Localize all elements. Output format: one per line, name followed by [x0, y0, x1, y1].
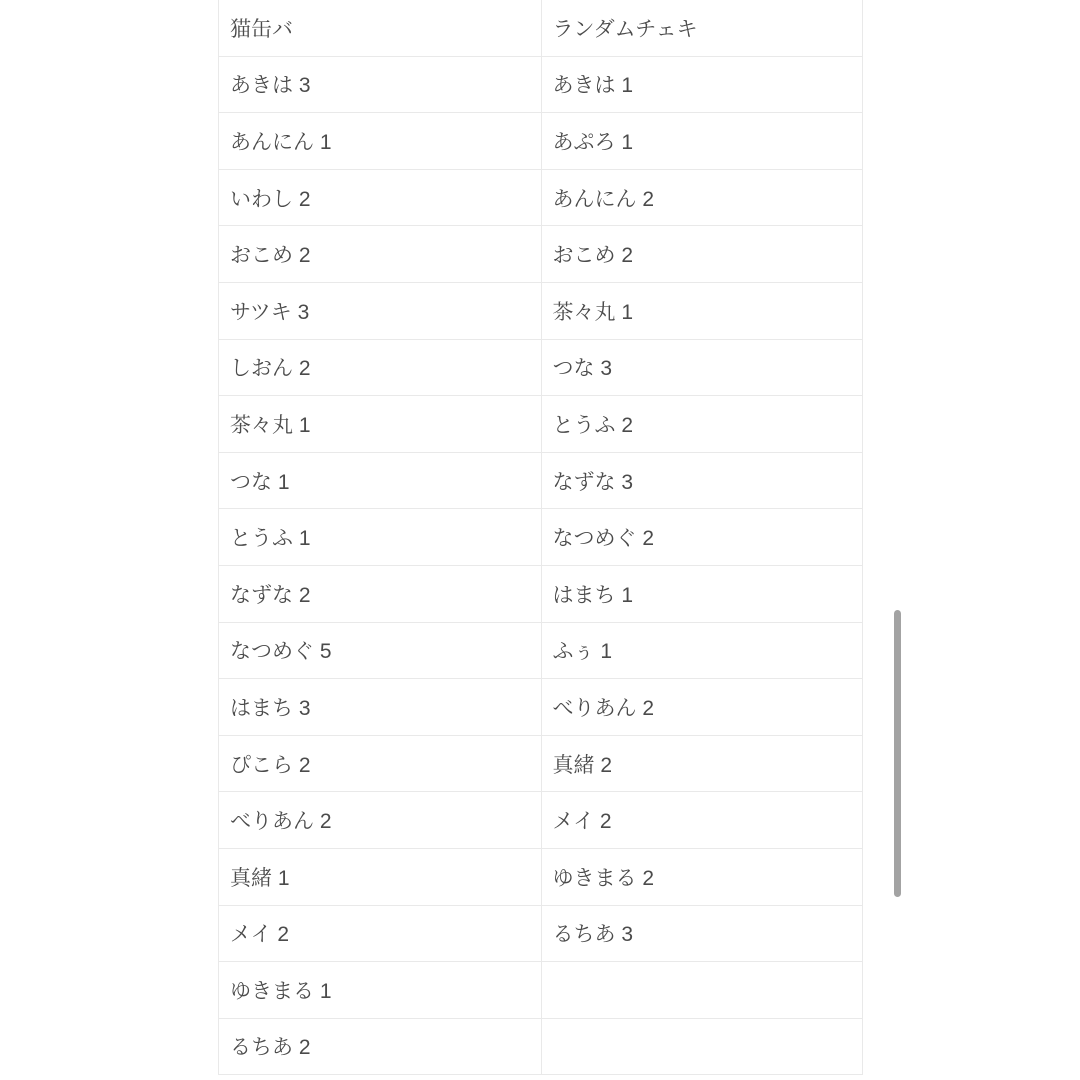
cell-random-cheki: あんにん 2: [541, 170, 864, 226]
cell-random-cheki: ふぅ 1: [541, 623, 864, 679]
cell-nekokan: 真緒 1: [218, 849, 541, 905]
cell-random-cheki: [541, 962, 864, 1018]
column-header-random-cheki: ランダムチェキ: [541, 0, 864, 56]
cell-nekokan: しおん 2: [218, 340, 541, 396]
cell-random-cheki: [541, 1019, 864, 1075]
cell-random-cheki: つな 3: [541, 340, 864, 396]
table-row: [218, 962, 863, 1019]
cell-random-cheki: ゆきまる 2: [541, 849, 864, 905]
cell-random-cheki: とうふ 2: [541, 396, 864, 452]
table-row: [218, 1019, 863, 1076]
cell-nekokan: おこめ 2: [218, 226, 541, 282]
cell-random-cheki: おこめ 2: [541, 226, 864, 282]
cell-nekokan: 茶々丸 1: [218, 396, 541, 452]
table-row: [218, 849, 863, 906]
table-row: [218, 679, 863, 736]
cell-random-cheki: 茶々丸 1: [541, 283, 864, 339]
table-row: [218, 396, 863, 453]
table-row: [218, 623, 863, 680]
cell-random-cheki: メイ 2: [541, 792, 864, 848]
cell-nekokan: あんにん 1: [218, 113, 541, 169]
cell-random-cheki: あきは 1: [541, 57, 864, 113]
table-row: [218, 340, 863, 397]
data-table: [218, 0, 863, 1075]
cell-random-cheki: べりあん 2: [541, 679, 864, 735]
cell-nekokan: るちあ 2: [218, 1019, 541, 1075]
cell-random-cheki: はまち 1: [541, 566, 864, 622]
table-row: [218, 509, 863, 566]
table-row: [218, 906, 863, 963]
cell-nekokan: なずな 2: [218, 566, 541, 622]
cell-nekokan: サツキ 3: [218, 283, 541, 339]
cell-random-cheki: るちあ 3: [541, 906, 864, 962]
table-body: [218, 57, 863, 1076]
cell-nekokan: とうふ 1: [218, 509, 541, 565]
cell-nekokan: つな 1: [218, 453, 541, 509]
cell-nekokan: はまち 3: [218, 679, 541, 735]
cell-random-cheki: なつめぐ 2: [541, 509, 864, 565]
table-row: [218, 226, 863, 283]
table-row: [218, 453, 863, 510]
table-header-row: [218, 0, 863, 57]
table-row: [218, 792, 863, 849]
cell-nekokan: なつめぐ 5: [218, 623, 541, 679]
cell-nekokan: あきは 3: [218, 57, 541, 113]
cell-nekokan: べりあん 2: [218, 792, 541, 848]
vertical-scrollbar-thumb[interactable]: [894, 610, 901, 897]
table-row: [218, 57, 863, 114]
table-row: [218, 283, 863, 340]
cell-random-cheki: あぷろ 1: [541, 113, 864, 169]
cell-nekokan: メイ 2: [218, 906, 541, 962]
table-row: [218, 566, 863, 623]
table-row: [218, 170, 863, 227]
cell-nekokan: ぴこら 2: [218, 736, 541, 792]
column-header-nekokan: 猫缶バ: [218, 0, 541, 56]
table-row: [218, 113, 863, 170]
table-row: [218, 736, 863, 793]
cell-random-cheki: なずな 3: [541, 453, 864, 509]
cell-nekokan: いわし 2: [218, 170, 541, 226]
cell-random-cheki: 真緒 2: [541, 736, 864, 792]
cell-nekokan: ゆきまる 1: [218, 962, 541, 1018]
